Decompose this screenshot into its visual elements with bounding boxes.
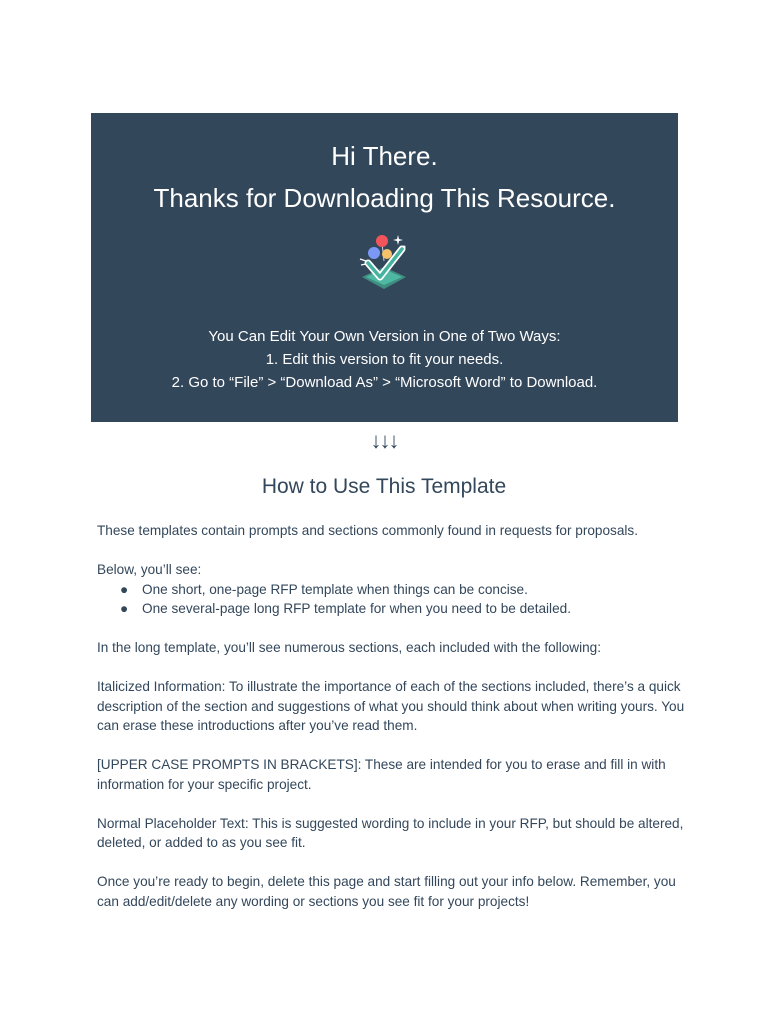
edit-instruction-1: 1. Edit this version to fit your needs.: [265, 351, 504, 368]
banner-title-line1: Hi There.: [331, 141, 438, 171]
intro-paragraph: These templates contain prompts and sections commonly found in requests for proposals.: [97, 523, 639, 538]
list-item: [120, 599, 687, 619]
banner-title: [91, 135, 678, 219]
edit-instructions: [91, 325, 678, 394]
down-arrows-icon: ↓↓↓: [370, 428, 398, 453]
header-banner: [91, 113, 678, 422]
bullet-icon: ●: [120, 581, 129, 597]
edit-instruction-2: 2. Go to “File” > “Download As” > “Microsoft Word” to Download.: [171, 374, 598, 391]
bullet-icon: ●: [120, 601, 129, 616]
instructions-body: [97, 521, 687, 931]
placeholder-paragraph: Normal Placeholder Text: This is suggested wording to include in your RFP, but should be altered, deleted, or added to as you see fit.: [97, 815, 684, 850]
edit-instructions-intro: You Can Edit Your Own Version in One of Two Ways:: [208, 328, 561, 345]
banner-title-line2: Thanks for Downloading This Resource.: [153, 183, 616, 213]
below-label: Below, you’ll see:: [97, 562, 202, 577]
list-item-text: One several-page long RFP template for when you need to be detailed.: [142, 601, 571, 616]
template-list: [97, 580, 687, 619]
section-heading: How to Use This Template: [261, 475, 507, 498]
closing-paragraph: Once you’re ready to begin, delete this page and start filling out your info below. Remember, you can add/edit/delete any wording or sections you see fit for your projects!: [97, 874, 676, 909]
italicized-paragraph: Italicized Information: To illustrate the importance of each of the sections included, there’s a quick description of the section and suggestions of what you should think about when writing yours. You can erase these introductions after you’ve read them.: [97, 679, 685, 733]
long-template-paragraph: In the long template, you’ll see numerous sections, each included with the following:: [97, 640, 602, 655]
list-item-text: One short, one-page RFP template when things can be concise.: [142, 581, 528, 597]
upper-case-paragraph: [UPPER CASE PROMPTS IN BRACKETS]: These are intended for you to erase and fill in with information for your specific project.: [97, 757, 666, 792]
checkmark-with-balloons-icon: [354, 231, 414, 293]
list-item: [120, 580, 687, 600]
